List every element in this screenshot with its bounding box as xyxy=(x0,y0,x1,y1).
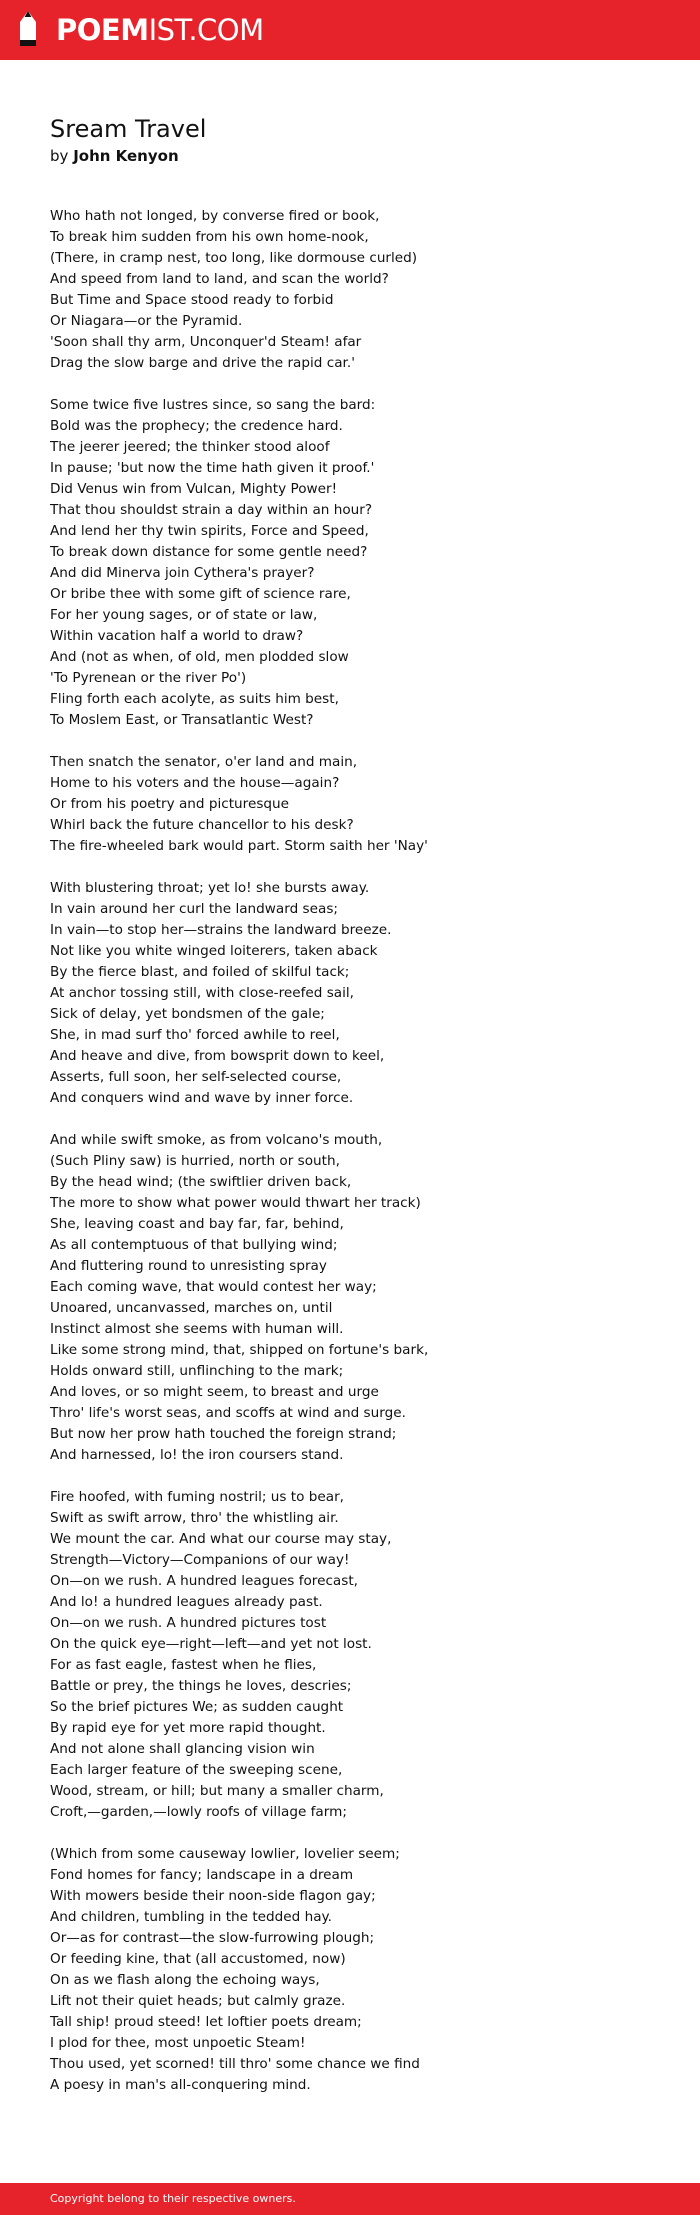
poem-line: I plod for thee, most unpoetic Steam! xyxy=(50,2035,306,2051)
poem-line: Instinct almost she seems with human will. xyxy=(50,1321,344,1337)
poem-line: For her young sages, or of state or law, xyxy=(50,607,318,623)
poem-line: On—on we rush. A hundred leagues forecast, xyxy=(50,1573,358,1589)
logo-text-bold: POEM xyxy=(56,13,149,47)
poem-line: Or—as for contrast—the slow-furrowing plough; xyxy=(50,1930,375,1946)
poem-line: To Moslem East, or Transatlantic West? xyxy=(50,712,314,728)
poem-stanza xyxy=(50,752,650,857)
poem-line: In vain around her curl the landward seas; xyxy=(50,901,338,917)
poem-line: But now her prow hath touched the foreign strand; xyxy=(50,1426,397,1442)
poem-line: So the brief pictures We; as sudden caught xyxy=(50,1699,344,1715)
poem-line: And fluttering round to unresisting spray xyxy=(50,1258,327,1274)
poem-line: Strength—Victory—Companions of our way! xyxy=(50,1552,350,1568)
poem-line: And lend her thy twin spirits, Force and Speed, xyxy=(50,523,369,539)
poem-line: Asserts, full soon, her self-selected course, xyxy=(50,1069,342,1085)
poem-line: Thou used, yet scorned! till thro' some chance we find xyxy=(50,2056,420,2072)
poem-line: And lo! a hundred leagues already past. xyxy=(50,1594,323,1610)
poem-line: And speed from land to land, and scan the world? xyxy=(50,271,389,287)
poem-line: Who hath not longed, by converse fired or book, xyxy=(50,208,380,224)
poem-line: Each larger feature of the sweeping scene, xyxy=(50,1762,343,1778)
site-footer xyxy=(0,2183,700,2215)
poem-line: On—on we rush. A hundred pictures tost xyxy=(50,1615,327,1631)
site-header xyxy=(0,0,700,60)
poem-line: And heave and dive, from bowsprit down to keel, xyxy=(50,1048,385,1064)
poem-line: With mowers beside their noon-side flagon gay; xyxy=(50,1888,376,1904)
poem-line: And harnessed, lo! the iron coursers stand. xyxy=(50,1447,344,1463)
poem-title: Sream Travel xyxy=(50,115,207,143)
poem-line: (There, in cramp nest, too long, like dormouse curled) xyxy=(50,250,418,266)
poem-line: Battle or prey, the things he loves, descries; xyxy=(50,1678,352,1694)
poem-line: To break down distance for some gentle need? xyxy=(50,544,368,560)
site-logo-link[interactable] xyxy=(16,10,264,50)
poem-stanza xyxy=(50,395,650,731)
poem-line: Croft,—garden,—lowly roofs of village farm; xyxy=(50,1804,347,1820)
poem-line: Sick of delay, yet bondsmen of the gale; xyxy=(50,1006,325,1022)
poem-line: Thro' life's worst seas, and scoffs at wind and surge. xyxy=(50,1405,406,1421)
poem-line: Fire hoofed, with fuming nostril; us to bear, xyxy=(50,1489,345,1505)
poem-line: And did Minerva join Cythera's prayer? xyxy=(50,565,315,581)
poem-line: For as fast eagle, fastest when he flies, xyxy=(50,1657,317,1673)
poem-line: On as we flash along the echoing ways, xyxy=(50,1972,320,1988)
poem-line: That thou shouldst strain a day within an hour? xyxy=(50,502,373,518)
poem-line: Whirl back the future chancellor to his desk? xyxy=(50,817,354,833)
poem-line: The fire-wheeled bark would part. Storm saith her 'Nay' xyxy=(50,838,428,854)
poem-line: Each coming wave, that would contest her way; xyxy=(50,1279,377,1295)
poem-line: In vain—to stop her—strains the landward breeze. xyxy=(50,922,392,938)
poem-line: Fling forth each acolyte, as suits him best, xyxy=(50,691,339,707)
poem-line: Did Venus win from Vulcan, Mighty Power! xyxy=(50,481,338,497)
poem-line: A poesy in man's all-conquering mind. xyxy=(50,2077,311,2093)
poem-line: But Time and Space stood ready to forbid xyxy=(50,292,334,308)
poem-line: Or Niagara—or the Pyramid. xyxy=(50,313,243,329)
poem-byline xyxy=(50,146,650,166)
poem-line: (Such Pliny saw) is hurried, north or south, xyxy=(50,1153,340,1169)
poem-line: Wood, stream, or hill; but many a smaller charm, xyxy=(50,1783,384,1799)
poem-line: To break him sudden from his own home-nook, xyxy=(50,229,369,245)
poem-line: The jeerer jeered; the thinker stood aloof xyxy=(50,439,330,455)
poem-line: Lift not their quiet heads; but calmly graze. xyxy=(50,1993,346,2009)
site-logo-text xyxy=(56,10,264,50)
poem-line: In pause; 'but now the time hath given it proof.' xyxy=(50,460,375,476)
poem-line: And while swift smoke, as from volcano's mouth, xyxy=(50,1132,383,1148)
poem-line: Or feeding kine, that (all accustomed, now) xyxy=(50,1951,346,1967)
pencil-logo-icon xyxy=(16,10,40,50)
poem-line: (Which from some causeway lowlier, lovelier seem; xyxy=(50,1846,400,1862)
byline-label: by xyxy=(50,147,69,165)
author-link[interactable]: John Kenyon xyxy=(73,147,179,165)
poem-line: And loves, or so might seem, to breast and urge xyxy=(50,1384,379,1400)
poem-line: She, leaving coast and bay far, far, behind, xyxy=(50,1216,344,1232)
poem-content xyxy=(50,114,650,2117)
poem-line: As all contemptuous of that bullying wind; xyxy=(50,1237,338,1253)
poem-stanza xyxy=(50,878,650,1109)
poem-stanza xyxy=(50,1487,650,1823)
poem-line: And (not as when, of old, men plodded slow xyxy=(50,649,349,665)
poem-line: By the fierce blast, and foiled of skilful tack; xyxy=(50,964,350,980)
poem-line: By the head wind; (the swiftlier driven back, xyxy=(50,1174,352,1190)
poem-line: Then snatch the senator, o'er land and main, xyxy=(50,754,358,770)
poem-line: Or bribe thee with some gift of science rare, xyxy=(50,586,351,602)
poem-line: The more to show what power would thwart her track) xyxy=(50,1195,421,1211)
poem-line: Holds onward still, unflinching to the mark; xyxy=(50,1363,344,1379)
poem-line: Drag the slow barge and drive the rapid car.' xyxy=(50,355,355,371)
poem-line: Tall ship! proud steed! let loftier poets dream; xyxy=(50,2014,362,2030)
poem-stanza xyxy=(50,206,650,374)
poem-line: And not alone shall glancing vision win xyxy=(50,1741,315,1757)
poem-line: 'To Pyrenean or the river Po') xyxy=(50,670,247,686)
poem-line: Bold was the prophecy; the credence hard. xyxy=(50,418,343,434)
poem-line: Home to his voters and the house—again? xyxy=(50,775,340,791)
copyright-notice: Copyright belong to their respective owners. xyxy=(50,2192,296,2205)
poem-line: Some twice five lustres since, so sang the bard: xyxy=(50,397,376,413)
logo-text-light: IST.COM xyxy=(148,13,264,47)
poem-line: And conquers wind and wave by inner force. xyxy=(50,1090,354,1106)
poem-line: Within vacation half a world to draw? xyxy=(50,628,304,644)
poem-line: Swift as swift arrow, thro' the whistling air. xyxy=(50,1510,339,1526)
poem-line: Fond homes for fancy; landscape in a dream xyxy=(50,1867,354,1883)
poem-line: On the quick eye—right—left—and yet not lost. xyxy=(50,1636,372,1652)
poem-stanza xyxy=(50,1130,650,1466)
poem-line: By rapid eye for yet more rapid thought. xyxy=(50,1720,326,1736)
poem-line: We mount the car. And what our course may stay, xyxy=(50,1531,392,1547)
poem-line: She, in mad surf tho' forced awhile to reel, xyxy=(50,1027,340,1043)
poem-line: With blustering throat; yet lo! she bursts away. xyxy=(50,880,370,896)
poem-body xyxy=(50,206,650,2096)
poem-line: Unoared, uncanvassed, marches on, until xyxy=(50,1300,333,1316)
poem-line: And children, tumbling in the tedded hay. xyxy=(50,1909,332,1925)
poem-line: 'Soon shall thy arm, Unconquer'd Steam! afar xyxy=(50,334,362,350)
poem-line: At anchor tossing still, with close-reefed sail, xyxy=(50,985,354,1001)
poem-stanza xyxy=(50,1844,650,2096)
poem-line: Or from his poetry and picturesque xyxy=(50,796,290,812)
poem-line: Like some strong mind, that, shipped on fortune's bark, xyxy=(50,1342,429,1358)
poem-line: Not like you white winged loiterers, taken aback xyxy=(50,943,378,959)
